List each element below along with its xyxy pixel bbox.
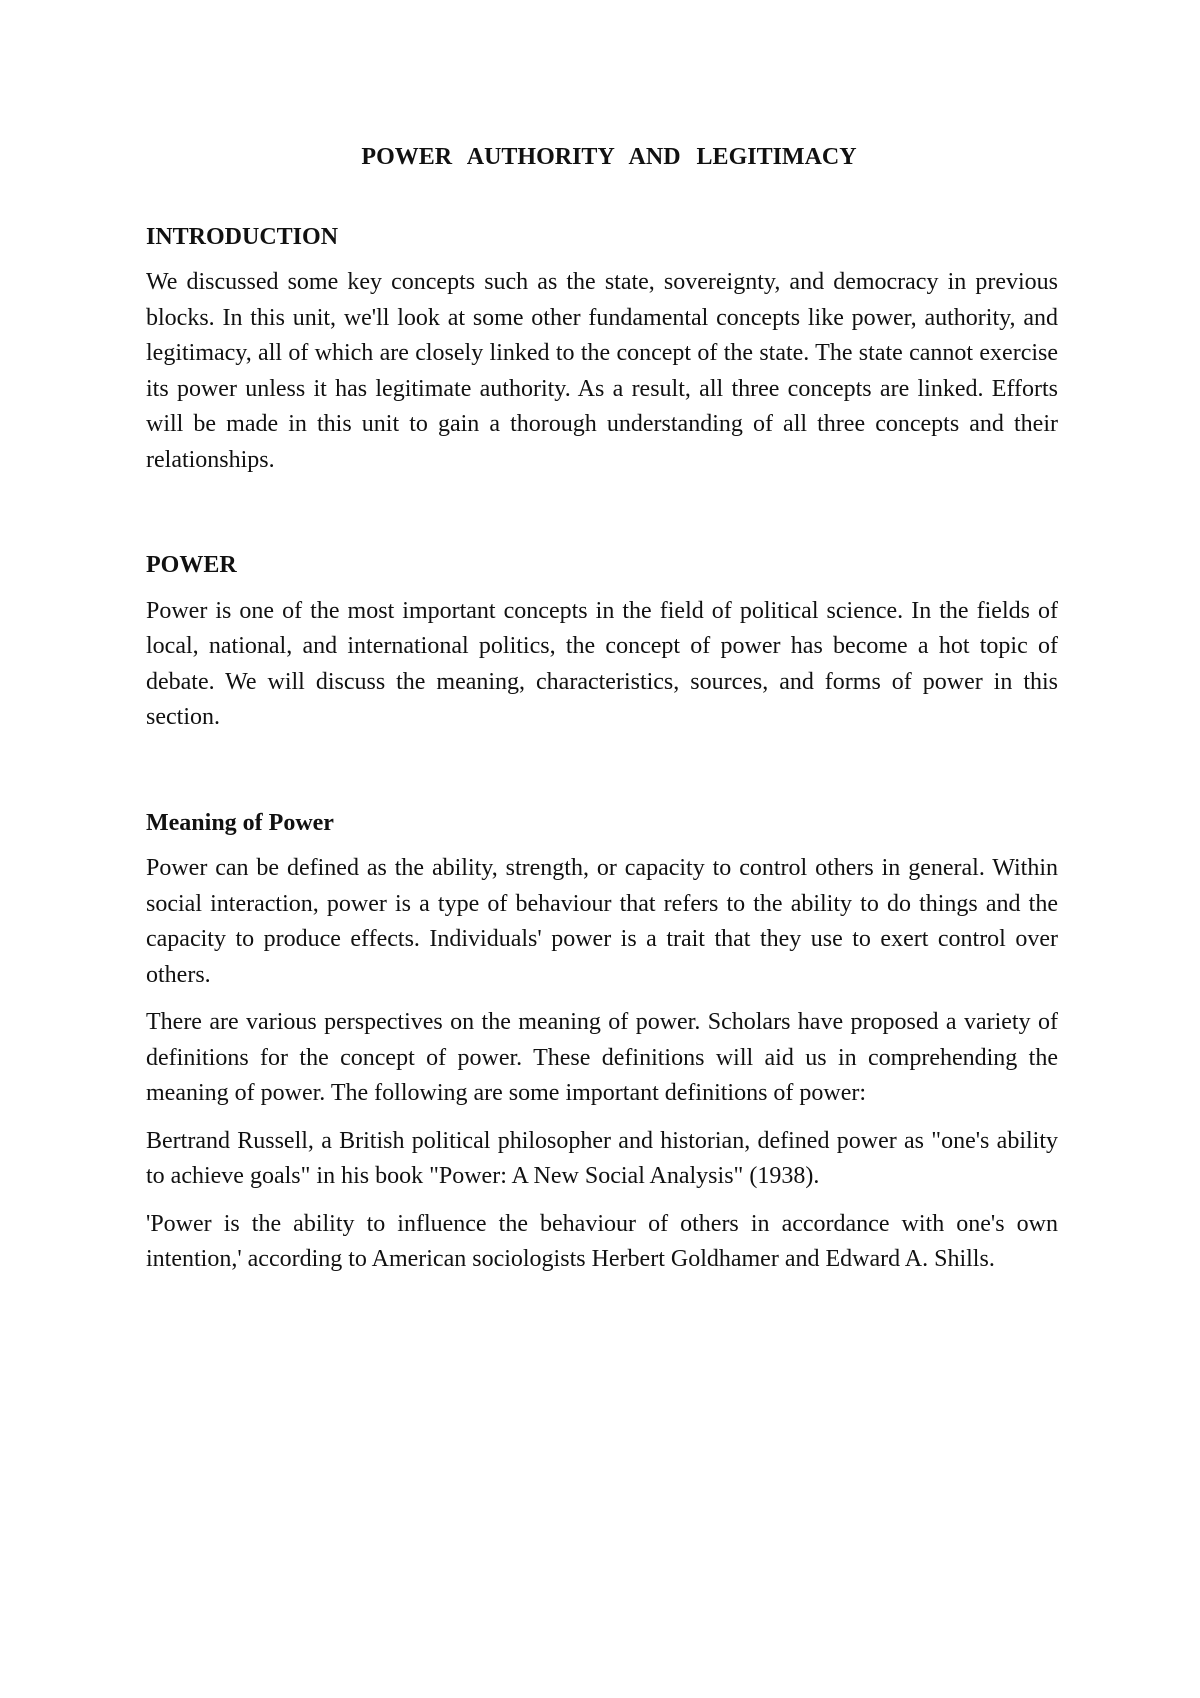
meaning-paragraph-4: 'Power is the ability to influence the behaviour of others in accordance with one's own intention,' according to American sociologists Herbert Goldhamer and Edward A. Shills. (146, 1210, 1058, 1272)
section-spacer (146, 748, 1058, 806)
power-heading: POWER (146, 552, 237, 578)
meaning-paragraph-3: Bertrand Russell, a British political philosopher and historian, defined power as "one's ability to achieve goals" in his book "Power: A New Social Analysis" (1938). (146, 1127, 1058, 1189)
meaning-paragraph-1: Power can be defined as the ability, strength, or capacity to control others in general. Within social interaction, power is a type of behaviour that refers to the ability to do things and the capacity to produce effects. Individuals' power is a trait that they use to exert control over others. (146, 855, 1058, 988)
power-paragraph: Power is one of the most important concepts in the field of political science. In the fields of local, national, and international politics, the concept of power has become a hot topic of debate. We will discuss the meaning, characteristics, sources, and forms of power in this section. (146, 597, 1058, 730)
introduction-section (146, 220, 1058, 479)
introduction-paragraph: We discussed some key concepts such as the state, sovereignty, and democracy in previous blocks. In this unit, we'll look at some other fundamental concepts like power, authority, and legitimacy, all of which are closely linked to the concept of the state. The state cannot exercise its power unless it has legitimate authority. As a result, all three concepts are linked. Efforts will be made in this unit to gain a thorough understanding of all three concepts and their relationships. (146, 269, 1058, 473)
meaning-of-power-heading: Meaning of Power (146, 809, 334, 836)
meaning-paragraph-2: There are various perspectives on the meaning of power. Scholars have proposed a variety of definitions for the concept of power. These definitions will aid us in comprehending the meaning of power. The following are some important definitions of power: (146, 1009, 1058, 1106)
document-title: POWER AUTHORITY AND LEGITIMACY (361, 144, 857, 170)
power-section (146, 548, 1058, 736)
introduction-heading: INTRODUCTION (146, 223, 339, 250)
meaning-of-power-section (146, 806, 1058, 1278)
section-spacer (146, 490, 1058, 548)
document-page (146, 140, 1058, 1290)
